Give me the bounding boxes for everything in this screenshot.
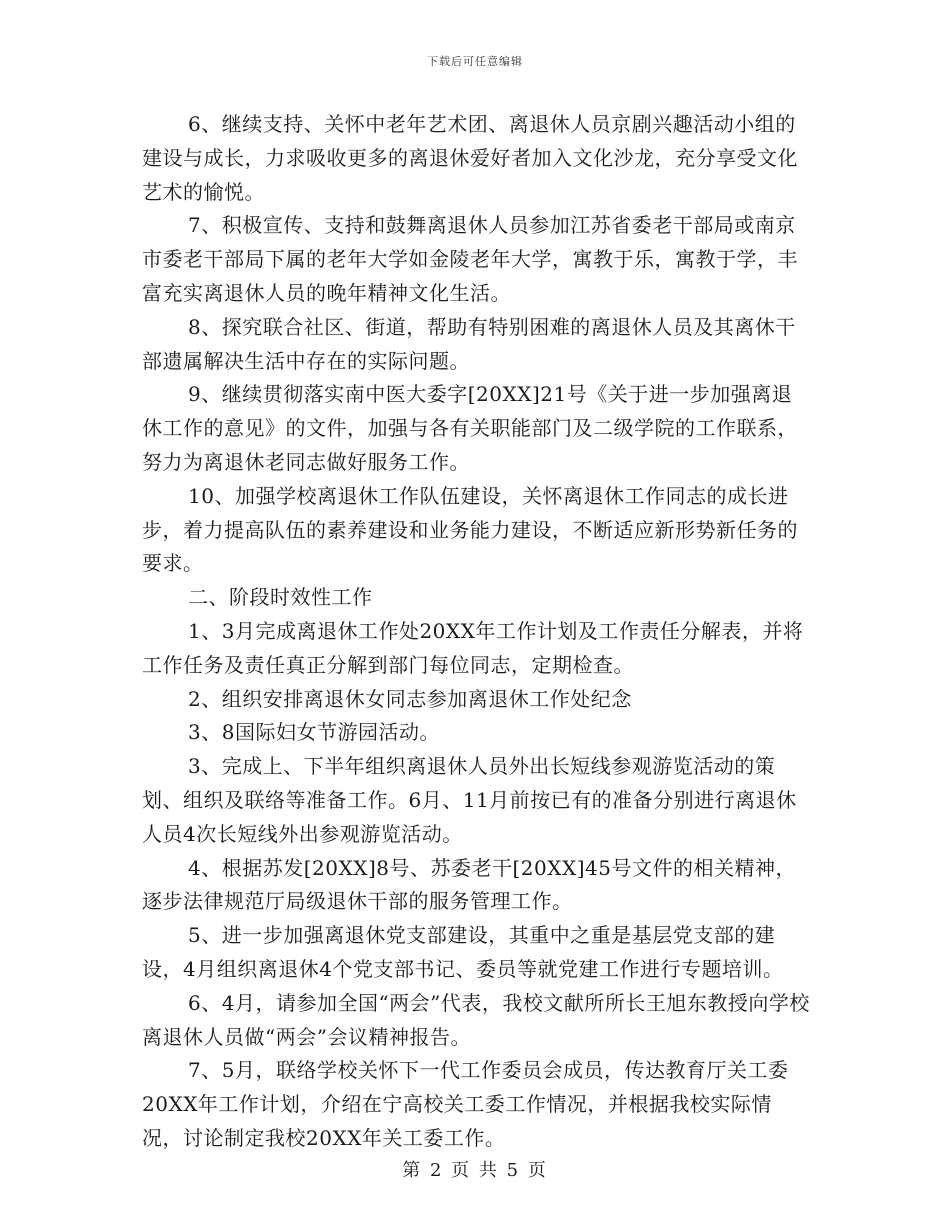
paragraph: 3、8国际妇女节游园活动。 <box>188 720 440 745</box>
page-number: 第 2 页 共 5 页 <box>402 1160 548 1181</box>
section-heading: 二、阶段时效性工作 <box>188 585 373 610</box>
paragraph: 5、进一步加强离退休党支部建设，其重中之重是基层党支部的建设，4月组织离退休4个党支部书记、委员等就党建工作进行专题培训。 <box>142 923 784 981</box>
paragraph: 7、5月，联络学校关怀下一代工作委员会成员，传达教育厅关工委20XX年工作计划，介绍在宁高校关工委工作情况，并根据我校实际情况，讨论制定我校20XX年关工委工作。 <box>142 1058 789 1150</box>
paragraph: 1、3月完成离退休工作处20XX年工作计划及工作责任分解表，并将工作任务及责任真正分解到部门每位同志，定期检查。 <box>142 618 804 677</box>
paragraph: 3、完成上、下半年组织离退休人员外出长短线参观游览活动的策划、组织及联络等准备工作。6月、11月前按已有的准备分别进行离退休人员4次长短线外出参观游览活动。 <box>142 754 797 846</box>
body-text <box>142 108 810 1156</box>
paragraph: 2、组织安排离退休女同志参加离退休工作处纪念 <box>188 686 632 711</box>
paragraph: 6、继续支持、关怀中老年艺术团、离退休人员京剧兴趣活动小组的建设与成长，力求吸收更多的离退休爱好者加入文化沙龙，充分享受文化艺术的愉悦。 <box>142 112 798 204</box>
paragraph: 6、4月，请参加全国“两会”代表，我校文献所所长王旭东教授向学校离退休人员做“两会”会议精神报告。 <box>142 990 810 1049</box>
paragraph: 7、积极宣传、支持和鼓舞离退休人员参加江苏省委老干部局或南京市委老干部局下属的老年大学如金陵老年大学，寓教于乐，寓教于学，丰富充实离退休人员的晚年精神文化生活。 <box>142 213 798 305</box>
paragraph: 9、继续贯彻落实南中医大委字[20XX]21号《关于进一步加强离退休工作的意见》的文件，加强与各有关职能部门及二级学院的工作联系，努力为离退休老同志做好服务工作。 <box>142 382 798 474</box>
header-note: 下载后可任意编辑 <box>427 55 523 68</box>
paragraph: 8、探究联合社区、街道，帮助有特别困难的离退休人员及其离休干部遗属解决生活中存在的实际问题。 <box>142 314 796 373</box>
paragraph: 10、加强学校离退休工作队伍建设，关怀离退休工作同志的成长进步，着力提高队伍的素养建设和业务能力建设，不断适应新形势新任务的要求。 <box>142 483 798 576</box>
paragraph: 4、根据苏发[20XX]8号、苏委老干[20XX]45号文件的相关精神，逐步法律规范厅局级退休干部的服务管理工作。 <box>142 855 796 914</box>
